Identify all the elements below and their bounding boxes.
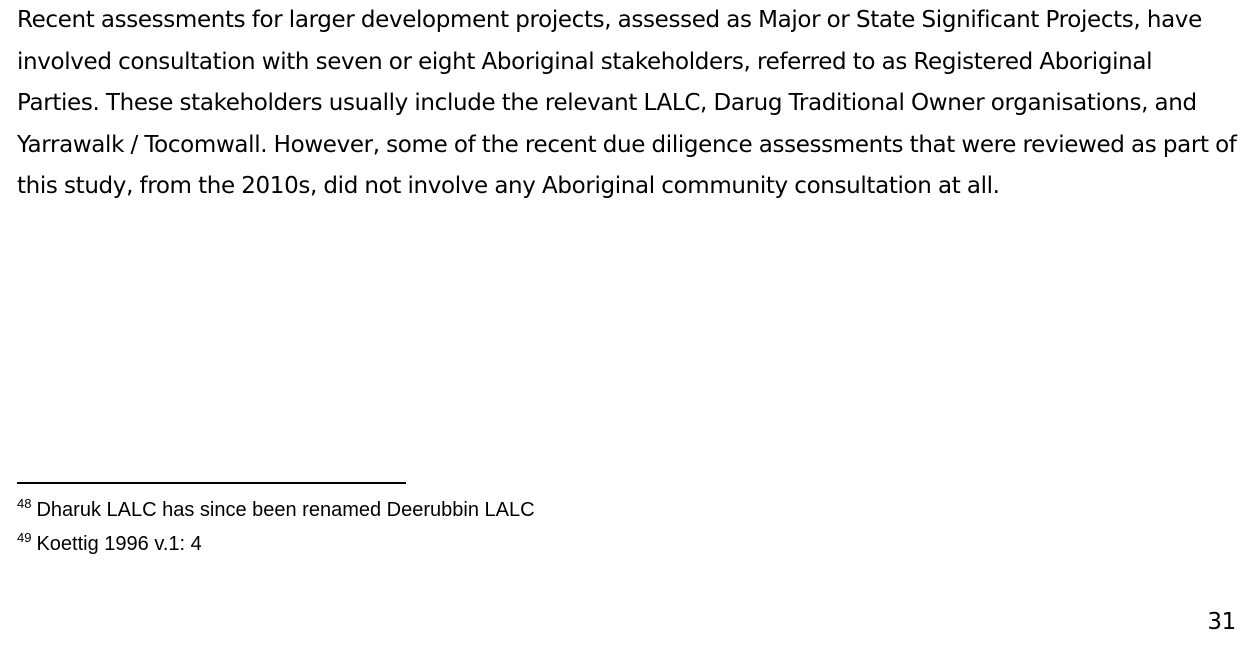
footnote-49 xyxy=(17,532,202,556)
footnote-48-text: Dharuk LALC has since been renamed Deerubbin LALC xyxy=(36,499,535,521)
footnote-separator xyxy=(17,482,406,484)
footnote-48-marker: 48 xyxy=(17,496,32,511)
footnote-49-marker: 49 xyxy=(17,530,32,545)
footnote-49-text: Koettig 1996 v.1: 4 xyxy=(36,533,202,555)
body-paragraph: Recent assessments for larger development projects, assessed as Major or State Significant Projects, have involved consultation with seven or eight Aboriginal stakeholders, referred to as Registered Aboriginal Parties. These stakeholders usually include the relevant LALC, Darug Traditional Owner organisations, and Yarrawalk / Tocomwall. However, some of the recent due diligence assessments that were reviewed as part of this study, from the 2010s, did not involve any Aboriginal community consultation at all. xyxy=(17,7,1237,199)
footnote-48 xyxy=(17,498,535,522)
page-number: 31 xyxy=(1207,609,1236,635)
